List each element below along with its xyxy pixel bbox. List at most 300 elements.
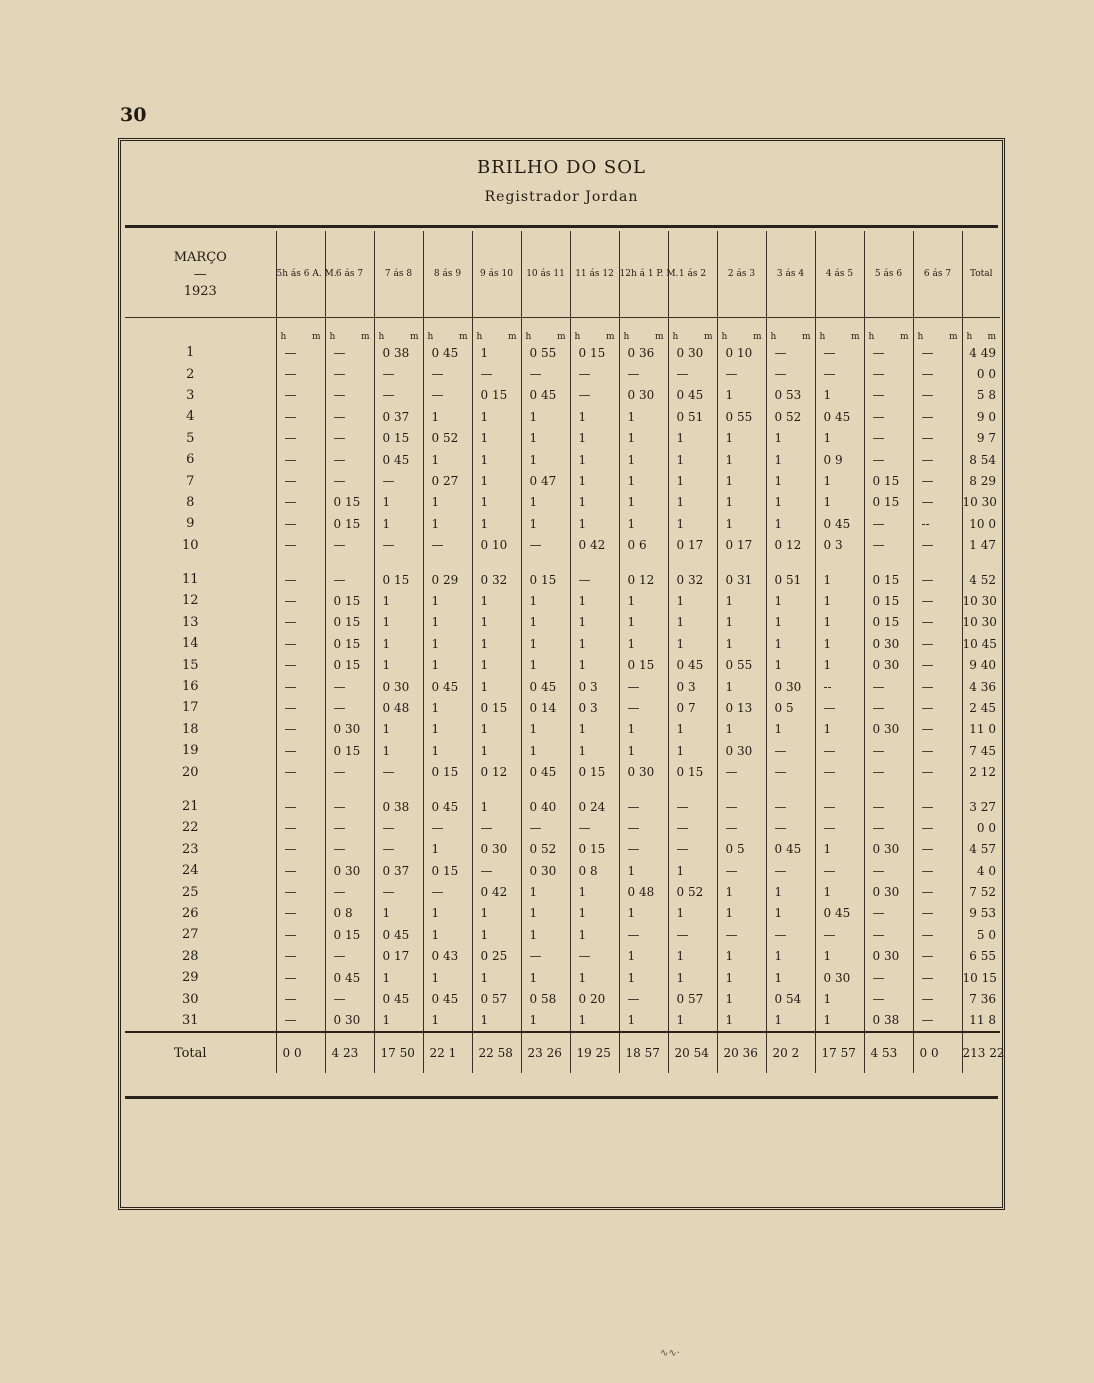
table-row: [125, 342, 1000, 363]
duration-cell: 0 17: [668, 535, 717, 556]
duration-cell: —: [276, 342, 325, 363]
duration-cell: 0 15: [668, 761, 717, 782]
duration-cell: 1: [619, 967, 668, 988]
duration-cell: —: [276, 590, 325, 611]
duration-cell: 1: [815, 633, 864, 654]
table-row: [125, 796, 1000, 817]
duration-cell: —: [913, 1010, 962, 1032]
duration-cell: 1: [472, 676, 521, 697]
duration-cell: 1: [472, 654, 521, 675]
duration-cell: —: [325, 988, 374, 1009]
hour-column-header: 5h ás 6 A. M.: [276, 231, 325, 318]
duration-cell: —: [325, 535, 374, 556]
duration-cell: 1: [717, 676, 766, 697]
day-cell: 26: [181, 905, 199, 921]
spacer-cell: [521, 783, 570, 796]
duration-cell: 1: [521, 719, 570, 740]
duration-cell: —: [374, 839, 423, 860]
table-row: [125, 633, 1000, 654]
duration-cell: 1: [374, 513, 423, 534]
duration-cell: 1: [815, 719, 864, 740]
duration-cell: 1: [570, 492, 619, 513]
day-total-cell: 6 55: [962, 946, 1000, 967]
column-total-cell: 18 57: [619, 1032, 668, 1073]
spacer-cell: [962, 556, 1000, 569]
column-total-cell: 20 54: [668, 1032, 717, 1073]
duration-cell: 1: [521, 590, 570, 611]
unit-minutes: m: [311, 332, 321, 342]
duration-cell: 1: [717, 470, 766, 491]
day-total-cell: 3 27: [962, 796, 1000, 817]
unit-minutes: m: [899, 332, 909, 342]
duration-cell: —: [374, 881, 423, 902]
duration-cell: 0 30: [325, 719, 374, 740]
spacer-cell: [125, 783, 276, 796]
duration-cell: 1: [423, 633, 472, 654]
column-total-cell: 19 25: [570, 1032, 619, 1073]
duration-cell: 1: [766, 1010, 815, 1032]
units-cell: [864, 318, 913, 343]
sunshine-table: [125, 231, 1005, 1073]
duration-cell: 1: [668, 633, 717, 654]
hour-column-header: 12h á 1 P. M.: [619, 231, 668, 318]
column-header-row: [125, 231, 1000, 318]
day-total-cell: 9 0: [962, 406, 1000, 427]
duration-cell: —: [276, 817, 325, 838]
spacer-cell: [619, 556, 668, 569]
duration-cell: —: [913, 363, 962, 384]
duration-cell: 1: [472, 1010, 521, 1032]
day-cell: 17: [181, 700, 199, 716]
duration-cell: 0 45: [668, 654, 717, 675]
column-total-cell: 20 36: [717, 1032, 766, 1073]
day-total-cell: 10 30: [962, 492, 1000, 513]
day-cell: 3: [186, 387, 195, 403]
duration-cell: 0 15: [570, 761, 619, 782]
table-row: [125, 1010, 1000, 1032]
duration-cell: 1: [423, 612, 472, 633]
unit-minutes: m: [948, 332, 958, 342]
duration-cell: —: [766, 363, 815, 384]
duration-cell: 0 45: [374, 924, 423, 945]
duration-cell: —: [913, 817, 962, 838]
duration-cell: 1: [374, 967, 423, 988]
duration-cell: 0 15: [619, 654, 668, 675]
duration-cell: 0 15: [325, 924, 374, 945]
unit-hours: h: [819, 332, 826, 342]
day-total-cell: 7 45: [962, 740, 1000, 761]
duration-cell: 1: [521, 924, 570, 945]
duration-cell: 0 15: [325, 513, 374, 534]
day-total-cell: 2 45: [962, 697, 1000, 718]
table-subtitle: Registrador Jordan: [484, 189, 639, 205]
hour-column-header: 10 ás 11: [521, 231, 570, 318]
duration-cell: 1: [423, 719, 472, 740]
day-total-cell: 7 36: [962, 988, 1000, 1009]
unit-minutes: m: [654, 332, 664, 342]
duration-cell: —: [619, 697, 668, 718]
duration-cell: 1: [619, 612, 668, 633]
duration-cell: —: [913, 492, 962, 513]
duration-cell: 1: [521, 967, 570, 988]
duration-cell: 1: [766, 903, 815, 924]
spacer-cell: [717, 556, 766, 569]
duration-cell: 1: [472, 796, 521, 817]
duration-cell: 0 45: [521, 676, 570, 697]
duration-cell: —: [374, 535, 423, 556]
footer-rule: [125, 1096, 998, 1099]
duration-cell: 0 45: [423, 342, 472, 363]
duration-cell: —: [913, 796, 962, 817]
spacer-row: [125, 783, 1000, 796]
duration-cell: 1: [472, 428, 521, 449]
spacer-cell: [276, 783, 325, 796]
duration-cell: 0 52: [766, 406, 815, 427]
spacer-cell: [766, 556, 815, 569]
duration-cell: —: [325, 363, 374, 384]
duration-cell: 1: [815, 654, 864, 675]
duration-cell: 1: [570, 903, 619, 924]
duration-cell: 1: [619, 719, 668, 740]
duration-cell: 1: [815, 428, 864, 449]
duration-cell: —: [374, 761, 423, 782]
duration-cell: 1: [619, 449, 668, 470]
day-cell: 9: [186, 516, 195, 532]
duration-cell: —: [864, 385, 913, 406]
duration-cell: —: [276, 676, 325, 697]
duration-cell: —: [276, 1010, 325, 1032]
duration-cell: —: [276, 535, 325, 556]
duration-cell: 1: [423, 492, 472, 513]
duration-cell: —: [913, 406, 962, 427]
duration-cell: 1: [570, 449, 619, 470]
hour-column-header: 11 ás 12: [570, 231, 619, 318]
unit-hours: h: [672, 332, 679, 342]
unit-hours: h: [966, 332, 973, 342]
duration-cell: 1: [472, 513, 521, 534]
duration-cell: 0 15: [325, 590, 374, 611]
duration-cell: 1: [668, 740, 717, 761]
duration-cell: 1: [815, 569, 864, 590]
month-dash: —: [193, 266, 207, 282]
hour-column-header: 8 ás 9: [423, 231, 472, 318]
duration-cell: 1: [766, 612, 815, 633]
duration-cell: —: [570, 385, 619, 406]
duration-cell: —: [717, 817, 766, 838]
units-cell: [717, 318, 766, 343]
duration-cell: —: [913, 988, 962, 1009]
duration-cell: 1: [619, 946, 668, 967]
duration-cell: 1: [570, 590, 619, 611]
duration-cell: 0 3: [570, 676, 619, 697]
duration-cell: 0 45: [423, 988, 472, 1009]
day-total-cell: 10 15: [962, 967, 1000, 988]
duration-cell: 0 30: [472, 839, 521, 860]
duration-cell: 0 30: [521, 860, 570, 881]
duration-cell: 1: [717, 881, 766, 902]
unit-hours: h: [329, 332, 336, 342]
duration-cell: —: [521, 817, 570, 838]
units-cell: [668, 318, 717, 343]
unit-hours: h: [868, 332, 875, 342]
duration-cell: 0 15: [864, 569, 913, 590]
duration-cell: —: [913, 590, 962, 611]
duration-cell: --: [913, 513, 962, 534]
day-total-cell: 10 30: [962, 590, 1000, 611]
day-total-cell: 11 0: [962, 719, 1000, 740]
table-frame: [118, 138, 1005, 1210]
table-row: [125, 740, 1000, 761]
duration-cell: 1: [668, 449, 717, 470]
day-total-cell: 9 40: [962, 654, 1000, 675]
duration-cell: —: [521, 363, 570, 384]
duration-cell: —: [325, 449, 374, 470]
duration-cell: 1: [668, 860, 717, 881]
duration-cell: —: [815, 363, 864, 384]
table-row: [125, 860, 1000, 881]
table-row: [125, 654, 1000, 675]
hour-column-header: 6 ás 7: [325, 231, 374, 318]
units-cell: [423, 318, 472, 343]
spacer-cell: [570, 556, 619, 569]
units-cell: [619, 318, 668, 343]
duration-cell: —: [668, 796, 717, 817]
duration-cell: 1: [374, 492, 423, 513]
duration-cell: 1: [423, 697, 472, 718]
duration-cell: 1: [570, 967, 619, 988]
table-body: [125, 318, 1005, 1074]
units-cell: [276, 318, 325, 343]
duration-cell: 1: [766, 470, 815, 491]
duration-cell: 0 45: [374, 449, 423, 470]
duration-cell: 0 57: [472, 988, 521, 1009]
spacer-cell: [125, 556, 276, 569]
duration-cell: —: [276, 633, 325, 654]
duration-cell: 0 30: [668, 342, 717, 363]
unit-hours: h: [770, 332, 777, 342]
table-row: [125, 449, 1000, 470]
duration-cell: —: [276, 654, 325, 675]
duration-cell: —: [717, 761, 766, 782]
duration-cell: 0 45: [521, 761, 570, 782]
duration-cell: —: [276, 761, 325, 782]
duration-cell: 0 52: [521, 839, 570, 860]
day-cell: 18: [181, 721, 199, 737]
table-row: [125, 612, 1000, 633]
duration-cell: 0 3: [570, 697, 619, 718]
spacer-cell: [864, 556, 913, 569]
duration-cell: 0 30: [864, 654, 913, 675]
units-cell: [472, 318, 521, 343]
duration-cell: 1: [374, 633, 423, 654]
duration-cell: 0 9: [815, 449, 864, 470]
duration-cell: 1: [472, 590, 521, 611]
hour-column-header: 2 ás 3: [717, 231, 766, 318]
spacer-cell: [423, 783, 472, 796]
day-cell: 6: [186, 452, 195, 468]
table-row: [125, 470, 1000, 491]
duration-cell: 1: [619, 590, 668, 611]
duration-cell: —: [325, 385, 374, 406]
day-total-cell: 0 0: [962, 363, 1000, 384]
table-row: [125, 676, 1000, 697]
duration-cell: —: [913, 967, 962, 988]
duration-cell: 0 30: [766, 676, 815, 697]
duration-cell: 0 48: [374, 697, 423, 718]
duration-cell: —: [276, 470, 325, 491]
duration-cell: 1: [570, 654, 619, 675]
duration-cell: —: [864, 796, 913, 817]
day-cell: 10: [181, 537, 199, 553]
duration-cell: —: [864, 676, 913, 697]
duration-cell: 1: [423, 513, 472, 534]
duration-cell: 0 45: [668, 385, 717, 406]
duration-cell: —: [864, 988, 913, 1009]
duration-cell: 0 30: [864, 946, 913, 967]
duration-cell: 1: [521, 612, 570, 633]
unit-hours: h: [721, 332, 728, 342]
duration-cell: —: [864, 406, 913, 427]
duration-cell: —: [325, 470, 374, 491]
day-total-cell: 10 45: [962, 633, 1000, 654]
duration-cell: 0 45: [815, 406, 864, 427]
duration-cell: —: [325, 817, 374, 838]
duration-cell: —: [276, 946, 325, 967]
spacer-cell: [423, 556, 472, 569]
day-cell: 14: [181, 636, 199, 652]
spacer-cell: [668, 556, 717, 569]
duration-cell: —: [276, 839, 325, 860]
day-cell: 5: [186, 430, 195, 446]
duration-cell: 1: [619, 633, 668, 654]
duration-cell: 1: [570, 1010, 619, 1032]
duration-cell: 1: [717, 946, 766, 967]
duration-cell: —: [913, 697, 962, 718]
duration-cell: 1: [717, 988, 766, 1009]
duration-cell: 0 38: [374, 342, 423, 363]
table-row: [125, 903, 1000, 924]
duration-cell: 0 8: [325, 903, 374, 924]
duration-cell: 0 45: [374, 988, 423, 1009]
unit-minutes: m: [507, 332, 517, 342]
spacer-cell: [276, 556, 325, 569]
duration-cell: —: [276, 406, 325, 427]
duration-cell: 1: [570, 633, 619, 654]
duration-cell: 0 15: [570, 839, 619, 860]
duration-cell: 1: [374, 590, 423, 611]
table-row: [125, 428, 1000, 449]
duration-cell: 0 45: [815, 513, 864, 534]
duration-cell: —: [472, 363, 521, 384]
duration-cell: 1: [717, 967, 766, 988]
day-cell: 4: [186, 409, 195, 425]
duration-cell: 1: [668, 967, 717, 988]
duration-cell: 0 3: [668, 676, 717, 697]
duration-cell: 1: [521, 428, 570, 449]
day-cell: 29: [181, 970, 199, 986]
duration-cell: --: [815, 676, 864, 697]
duration-cell: —: [325, 881, 374, 902]
duration-cell: 1: [668, 1010, 717, 1032]
duration-cell: —: [913, 569, 962, 590]
duration-cell: 1: [619, 1010, 668, 1032]
duration-cell: 0 55: [521, 342, 570, 363]
duration-cell: —: [619, 363, 668, 384]
duration-cell: 0 10: [717, 342, 766, 363]
duration-cell: 0 53: [766, 385, 815, 406]
duration-cell: —: [864, 860, 913, 881]
duration-cell: 1: [619, 903, 668, 924]
duration-cell: —: [276, 967, 325, 988]
spacer-cell: [815, 556, 864, 569]
duration-cell: 0 40: [521, 796, 570, 817]
duration-cell: —: [864, 428, 913, 449]
duration-cell: 0 17: [374, 946, 423, 967]
duration-cell: 0 31: [717, 569, 766, 590]
duration-cell: —: [374, 817, 423, 838]
duration-cell: 0 45: [325, 967, 374, 988]
hour-column-header: 5 ás 6: [864, 231, 913, 318]
duration-cell: 0 42: [570, 535, 619, 556]
day-total-cell: 4 52: [962, 569, 1000, 590]
units-blank-cell: [125, 318, 276, 343]
duration-cell: 1: [570, 924, 619, 945]
duration-cell: —: [668, 839, 717, 860]
duration-cell: 1: [423, 903, 472, 924]
unit-minutes: m: [360, 332, 370, 342]
unit-minutes: m: [752, 332, 762, 342]
duration-cell: 0 5: [717, 839, 766, 860]
duration-cell: —: [325, 406, 374, 427]
duration-cell: 0 15: [864, 492, 913, 513]
column-total-cell: 17 50: [374, 1032, 423, 1073]
duration-cell: 0 29: [423, 569, 472, 590]
duration-cell: 1: [423, 1010, 472, 1032]
total-column-header: Total: [962, 231, 1000, 318]
duration-cell: —: [276, 903, 325, 924]
spacer-cell: [619, 783, 668, 796]
duration-cell: 0 15: [570, 342, 619, 363]
day-total-cell: 8 54: [962, 449, 1000, 470]
duration-cell: 0 15: [374, 569, 423, 590]
table-row: [125, 839, 1000, 860]
duration-cell: —: [570, 817, 619, 838]
duration-cell: 0 45: [766, 839, 815, 860]
duration-cell: 1: [472, 492, 521, 513]
duration-cell: 0 32: [668, 569, 717, 590]
duration-cell: 0 30: [864, 719, 913, 740]
unit-minutes: m: [458, 332, 468, 342]
duration-cell: 0 17: [717, 535, 766, 556]
day-total-cell: 4 0: [962, 860, 1000, 881]
table-row: [125, 988, 1000, 1009]
duration-cell: 0 5: [766, 697, 815, 718]
day-cell: 13: [181, 614, 199, 630]
duration-cell: 1: [815, 839, 864, 860]
table-row: [125, 590, 1000, 611]
day-cell: 1: [186, 345, 195, 361]
hour-column-header: 9 ás 10: [472, 231, 521, 318]
day-total-cell: 4 49: [962, 342, 1000, 363]
day-total-cell: 2 12: [962, 761, 1000, 782]
column-total-cell: 23 26: [521, 1032, 570, 1073]
unit-hours: h: [623, 332, 630, 342]
duration-cell: 1: [472, 967, 521, 988]
spacer-cell: [668, 783, 717, 796]
unit-minutes: m: [409, 332, 419, 342]
duration-cell: 0 38: [864, 1010, 913, 1032]
unit-minutes: m: [801, 332, 811, 342]
